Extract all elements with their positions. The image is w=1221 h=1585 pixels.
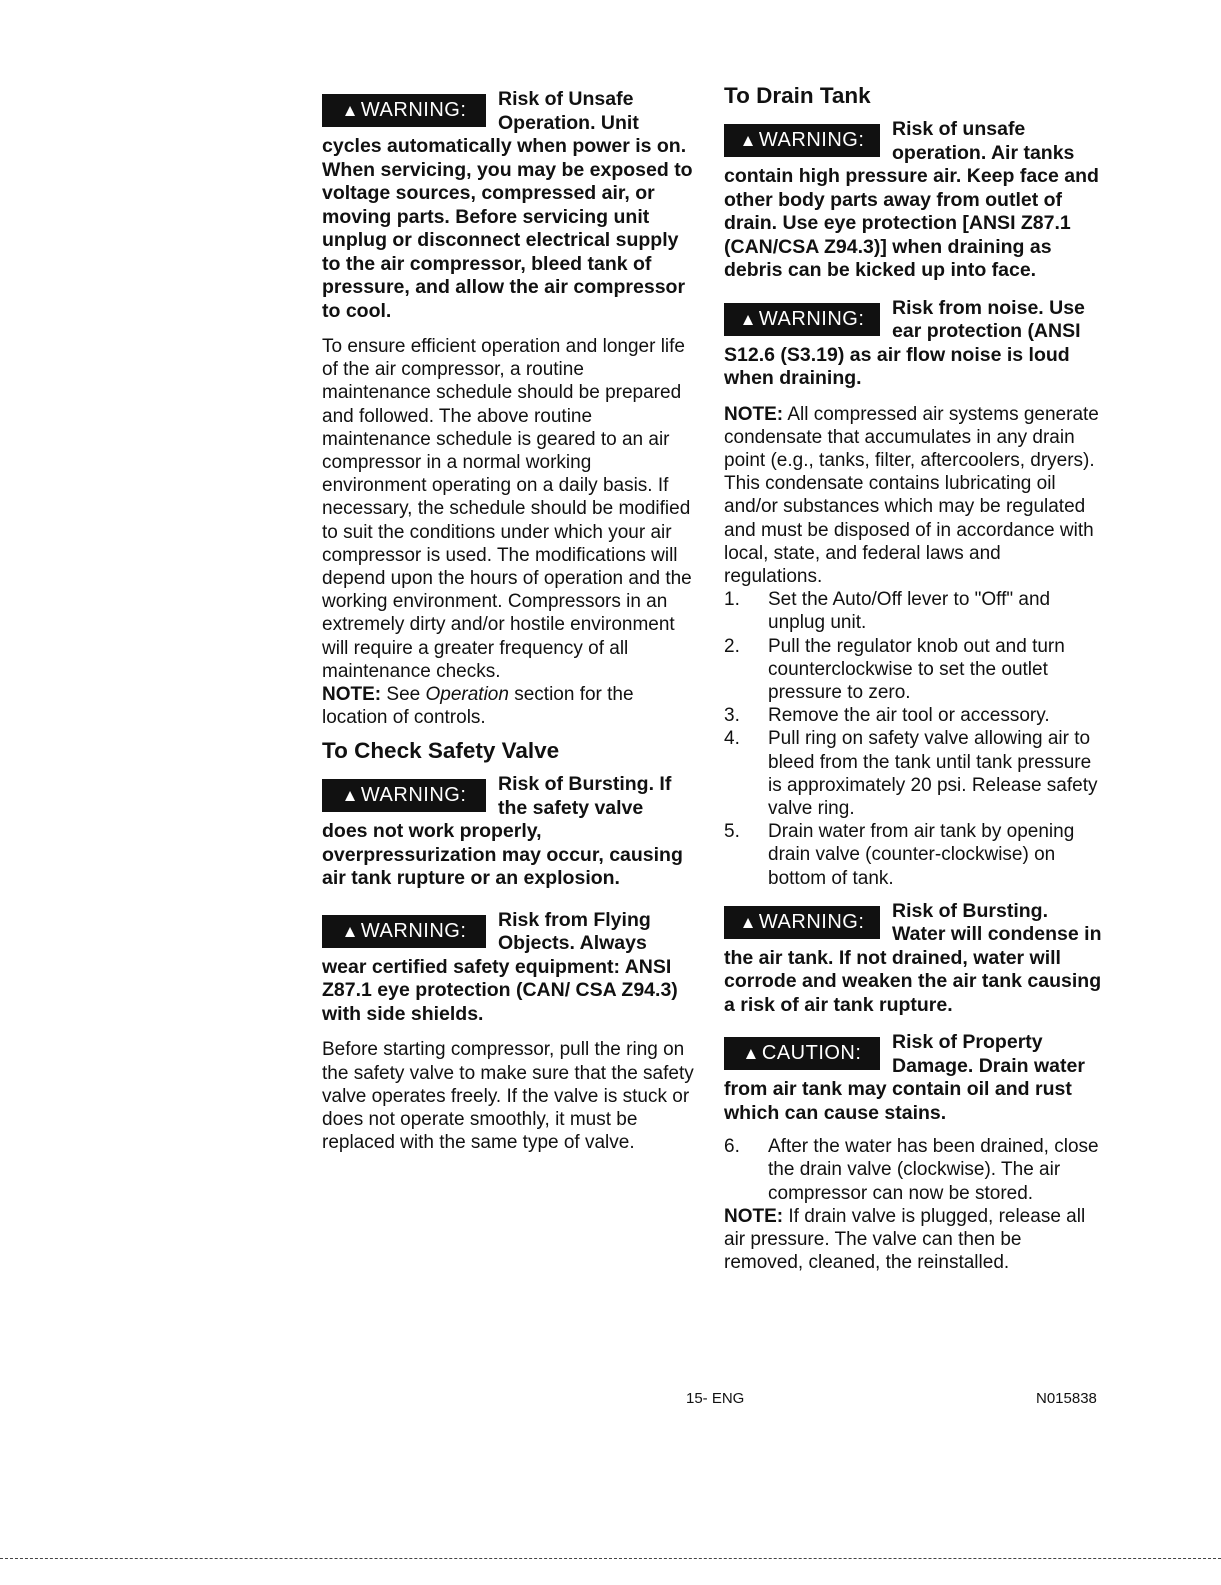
warning-bursting [322,773,694,891]
note-label: NOTE: [724,1205,784,1227]
warning-badge: ▲ WARNING: [322,779,486,812]
document-code: N015838 [1036,1390,1097,1407]
left-column [322,82,694,1154]
safety-valve-paragraph: Before starting compressor, pull the ring on the safety valve to make sure that the safety valve operates freely. If the valve is stuck or does not operate smoothly, it must be replaced with the same type of valve. [322,1039,694,1154]
note-controls: NOTE: See Operation section for the location of controls. [322,684,634,729]
list-item: 2. Pull the regulator knob out and turn counterclockwise to set the outlet pressure to zero. [724,635,1065,703]
caution-property-damage [724,1031,1104,1125]
warning-unsafe-operation [322,88,694,323]
warning-text: Risk of unsafe operation. Air tanks contain high pressure air. Keep face and other body parts away from outlet of drain. Use eye protection [ANSI Z87.1 (CAN/CSA Z94.3)] when draining as debris can be kicked up into face. [724,118,1099,281]
warning-condense [724,900,1104,1018]
note-label: NOTE: [724,403,784,425]
warning-flying-objects [322,909,694,1027]
list-item: 5. Drain water from air tank by opening drain valve (counter-clockwise) on bottom of tank. [724,821,1075,889]
warning-text: Risk of Bursting. If the safety valve does not work properly, overpressurization may occur, causing air tank rupture or an explosion. [322,773,683,890]
list-item: 1. Set the Auto/Off lever to "Off" and unplug unit. [724,589,1051,634]
page-number: 15- ENG [686,1390,745,1407]
warning-badge: ▲ WARNING: [322,915,486,948]
warning-text: Risk from noise. Use ear protection (ANSI S12.6 (S3.19) as air flow noise is loud when draining. [724,296,1085,389]
bottom-divider [0,1558,1221,1559]
drain-steps-list [724,588,1104,890]
warning-badge: ▲ WARNING: [322,94,486,127]
note-plugged-valve: NOTE: If drain valve is plugged, release all air pressure. The valve can then be removed, cleaned, the reinstalled. [724,1205,1086,1274]
drain-tank-heading: To Drain Tank [724,83,871,108]
warning-triangle-icon: ▲ [341,921,359,941]
warning-triangle-icon: ▲ [739,912,757,932]
warning-triangle-icon: ▲ [739,131,757,150]
warning-noise [724,297,1104,391]
warning-badge: ▲ WARNING: [724,124,880,157]
caution-badge: ▲ CAUTION: [724,1037,880,1070]
warning-badge: ▲ WARNING: [724,906,880,939]
note-label: NOTE: [322,684,382,706]
right-column [724,82,1104,1274]
safety-valve-heading: To Check Safety Valve [322,738,560,764]
caution-triangle-icon: ▲ [742,1044,760,1064]
warning-text: Risk of Bursting. Water will condense in the air tank. If not drained, water will corrode and weaken the air tank causing a risk of air tank rupture. [724,899,1102,1016]
list-item: 3. Remove the air tool or accessory. [724,705,1050,727]
warning-triangle-icon: ▲ [739,309,757,329]
list-item: 6. After the water has been drained, close the drain valve (clockwise). The air compressor can now be stored. [724,1136,1099,1204]
list-item: 4. Pull ring on safety valve allowing air to bleed from the tank until tank pressure is approximately 20 psi. Release safety valve ring. [724,728,1098,819]
warning-triangle-icon: ▲ [341,101,359,120]
caution-text: Risk of Property Damage. Drain water from air tank may contain oil and rust which can cause stains. [724,1031,1085,1124]
maintenance-paragraph: To ensure efficient operation and longer life of the air compressor, a routine maintenance schedule should be prepared and followed. The above routine maintenance schedule is geared to an air compressor in a normal working environment operating on a daily basis. If necessary, the schedule should be modified to suit the conditions under which your air compressor is used. The modifications will depend upon the hours of operation and the working environment. Compressors in an extremely dirty and/or hostile environment will require a greater frequency of all maintenance checks. [322,336,692,682]
warning-triangle-icon: ▲ [341,786,359,806]
warning-high-pressure [724,118,1104,283]
note-condensate: NOTE: All compressed air systems generate condensate that accumulates in any drain point (e.g., tanks, filter, aftercoolers, dryers). This condensate contains lubricating oil and/or substances which may be regulated and must be disposed of in accordance with local, state, and federal laws and regulations. [724,403,1099,587]
warning-text: Risk from Flying Objects. Always wear certified safety equipment: ANSI Z87.1 eye protection (CAN/ CSA Z94.3) with side shields. [322,908,678,1025]
warning-text: Risk of Unsafe Operation. Unit cycles automatically when power is on. When servicing, you may be exposed to voltage sources, compressed air, or moving parts. Before servicing unit unplug or disconnect electrical supply to the air compressor, bleed tank of pressure, and allow the air compressor to cool. [322,88,693,322]
warning-badge: ▲ WARNING: [724,303,880,336]
operation-reference: Operation [425,684,509,706]
